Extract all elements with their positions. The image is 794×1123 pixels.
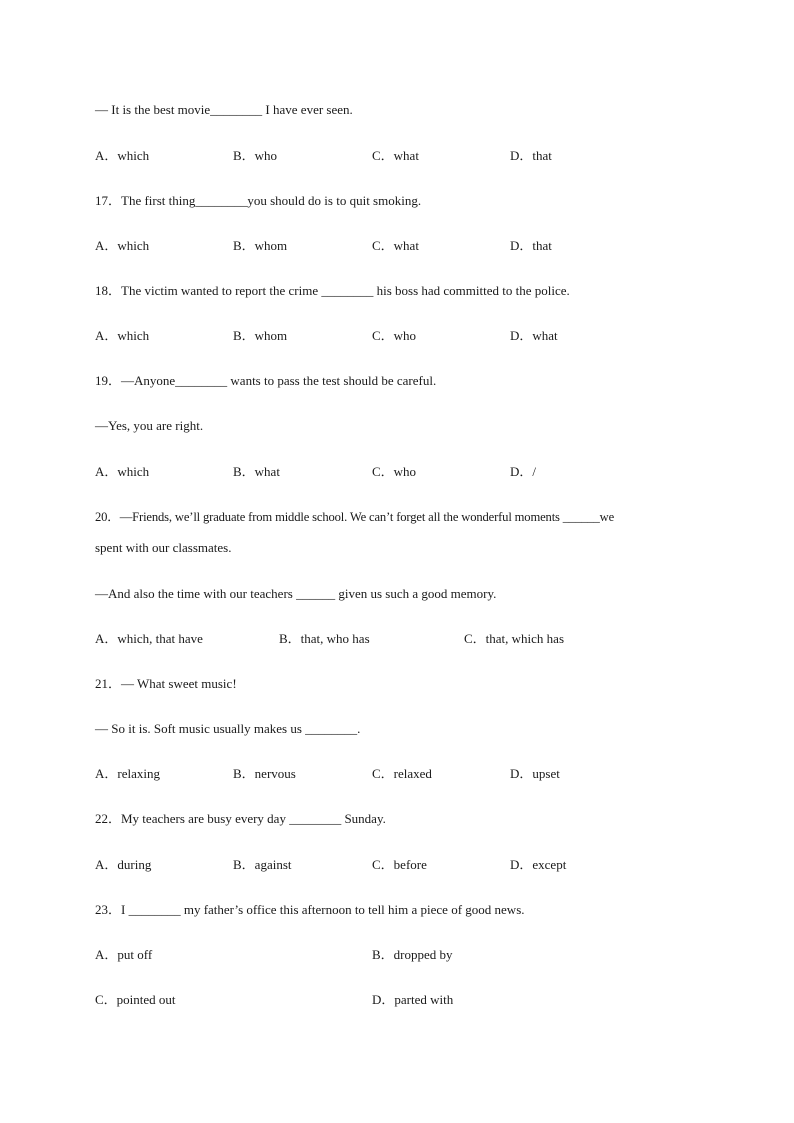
option-a: A．which, that have [95, 631, 203, 646]
option-d: D．except [510, 857, 567, 872]
dialogue-reply: — So it is. Soft music usually makes us ________. [95, 721, 361, 736]
option-b: B．whom [233, 238, 288, 253]
option-a: A．which [95, 328, 150, 343]
question-stem: 18．The victim wanted to report the crime ________ his boss had committed to the police. [95, 283, 570, 298]
option-c: C．what [372, 148, 419, 163]
option-b: B．what [233, 464, 280, 479]
option-c: C．pointed out [95, 992, 176, 1007]
dialogue-reply: —And also the time with our teachers ______ given us such a good memory. [95, 586, 497, 601]
option-a: A．which [95, 238, 150, 253]
question-stem: — It is the best movie________ I have ever seen. [95, 102, 353, 117]
option-d: D．that [510, 148, 552, 163]
option-d: D．parted with [372, 992, 454, 1007]
option-c: C．who [372, 464, 417, 479]
option-d: D．what [510, 328, 558, 343]
dialogue-reply: —Yes, you are right. [95, 418, 204, 433]
option-b: B．nervous [233, 766, 296, 781]
question-stem: 17．The first thing________you should do is to quit smoking. [95, 193, 422, 208]
option-c: C．what [372, 238, 419, 253]
option-a: A．put off [95, 947, 153, 962]
option-d: D．that [510, 238, 552, 253]
option-a: A．which [95, 464, 150, 479]
question-stem: 22．My teachers are busy every day ________ Sunday. [95, 811, 386, 826]
option-c: C．before [372, 857, 427, 872]
question-stem: 19．—Anyone________ wants to pass the test should be careful. [95, 373, 437, 388]
option-c: C．who [372, 328, 417, 343]
option-c: C．that, which has [464, 631, 565, 646]
option-d: D．upset [510, 766, 560, 781]
question-stem-continued: spent with our classmates. [95, 540, 232, 555]
option-b: B．dropped by [372, 947, 453, 962]
option-b: B．against [233, 857, 292, 872]
question-stem: 20．—Friends, we’ll graduate from middle school. We can’t forget all the wonderful moments ______we [95, 510, 615, 524]
option-b: B．whom [233, 328, 288, 343]
question-stem: 23．I ________ my father’s office this afternoon to tell him a piece of good news. [95, 902, 525, 917]
option-b: B．that, who has [279, 631, 370, 646]
option-b: B．who [233, 148, 278, 163]
option-d: D．/ [510, 464, 537, 479]
option-a: A．relaxing [95, 766, 160, 781]
option-a: A．which [95, 148, 150, 163]
option-a: A．during [95, 857, 152, 872]
question-stem: 21．— What sweet music! [95, 676, 237, 691]
option-c: C．relaxed [372, 766, 432, 781]
